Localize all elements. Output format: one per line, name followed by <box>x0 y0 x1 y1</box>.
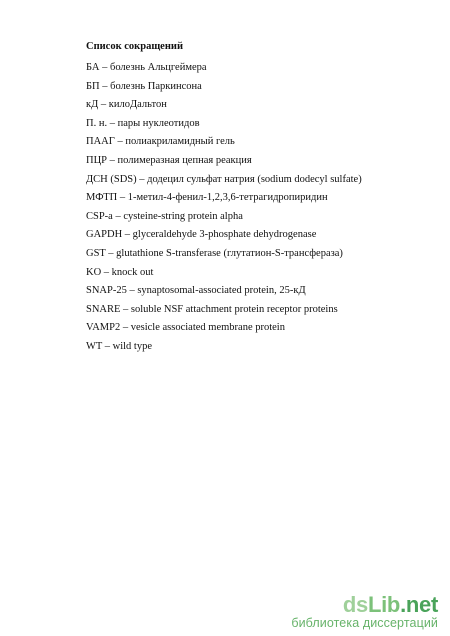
abbreviation-item: GAPDH – glyceraldehyde 3-phosphate dehydrogenase <box>86 229 317 241</box>
abbreviation-item: БА – болезнь Альцгеймера <box>86 62 207 73</box>
watermark-subtitle: библиотека диссертаций <box>291 616 438 630</box>
section-heading: Список сокращений <box>86 41 183 52</box>
abbreviation-item: П. н. – пары нуклеотидов <box>86 117 200 129</box>
watermark-logo-net: .net <box>400 592 438 617</box>
abbreviation-item: ПЦР – полимеразная цепная реакция <box>86 154 252 166</box>
abbreviation-list <box>86 61 426 354</box>
abbreviation-item: кД – килоДальтон <box>86 99 167 111</box>
abbreviation-item: МФТП – 1-метил-4-фенил-1,2,3,6-тетрагидропиридин <box>86 192 328 204</box>
watermark-logo <box>291 594 438 616</box>
dslib-watermark <box>291 594 438 630</box>
watermark-logo-lib: Lib <box>367 592 401 617</box>
abbreviation-item: GST – glutathione S-transferase (глутатион-S-трансфераза) <box>86 247 343 259</box>
abbreviation-item: WT – wild type <box>86 340 153 352</box>
abbreviation-item: KO – knock out <box>86 266 154 278</box>
abbreviation-item: SNAP-25 – synaptosomal-associated protein, 25-кД <box>86 285 306 297</box>
abbreviation-item: SNARE – soluble NSF attachment protein receptor proteins <box>86 303 338 315</box>
abbreviation-item: БП – болезнь Паркинсона <box>86 80 202 92</box>
abbreviation-item: VAMP2 – vesicle associated membrane protein <box>86 322 285 334</box>
abbreviations-section <box>86 40 426 359</box>
abbreviation-item: CSP-a – cysteine-string protein alpha <box>86 210 243 222</box>
abbreviation-item: ДСН (SDS) – додецил сульфат натрия (sodium dodecyl sulfate) <box>86 173 362 185</box>
abbreviation-item: ПААГ – полиакриламидный гель <box>86 136 235 148</box>
watermark-logo-ds: ds <box>342 592 368 617</box>
